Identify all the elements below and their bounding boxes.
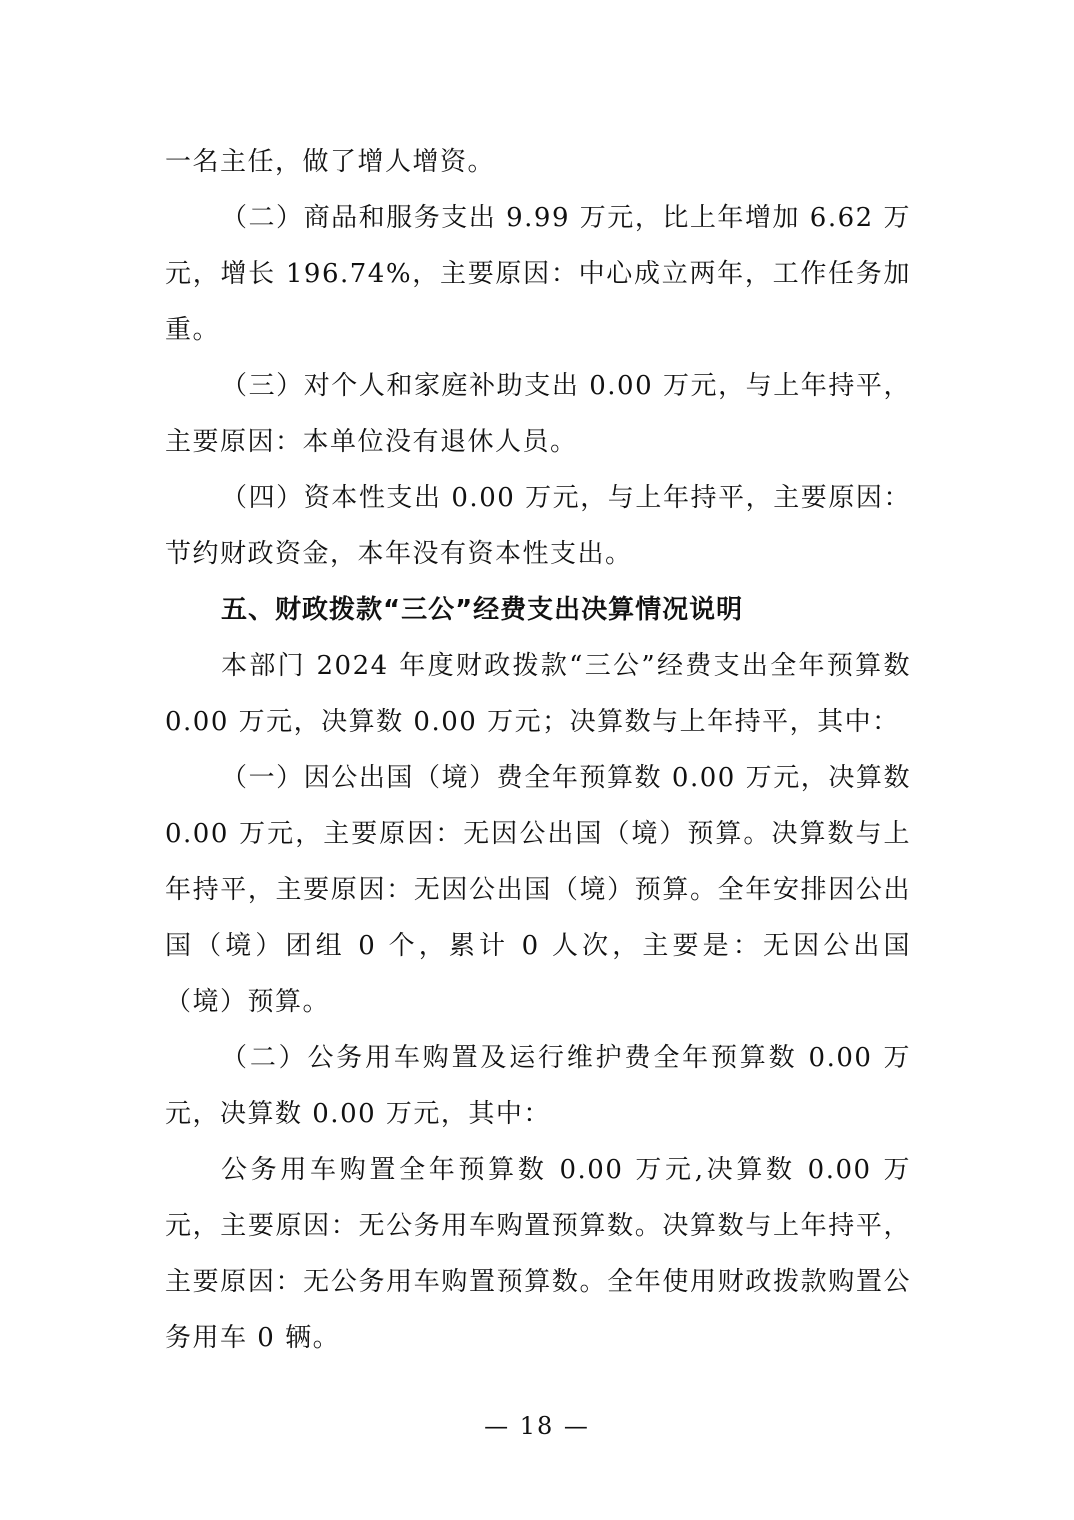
paragraph-three-public-summary: 本部门 2024 年度财政拨款“三公”经费支出全年预算数 0.00 万元，决算数 0.00 万元；决算数与上年持平，其中：: [165, 651, 911, 737]
paragraph-vehicle-purchase: 公务用车购置全年预算数 0.00 万元,决算数 0.00 万元，主要原因：无公务用车购置预算数。决算数与上年持平，主要原因：无公务用车购置预算数。全年使用财政拨款购置公务用车 0 辆。: [165, 1155, 911, 1353]
paragraph-personal-subsidy: （三）对个人和家庭补助支出 0.00 万元，与上年持平，主要原因：本单位没有退休人员。: [165, 371, 911, 457]
paragraph-overseas-travel: （一）因公出国（境）费全年预算数 0.00 万元，决算数 0.00 万元，主要原因：无因公出国（境）预算。决算数与上年持平，主要原因：无因公出国（境）预算。全年安排因公出国（境）团组 0 个，累计 0 人次，主要是：无因公出国（境）预算。: [165, 763, 911, 1017]
document-body: [165, 134, 911, 1366]
paragraph-capital-expenditure: （四）资本性支出 0.00 万元，与上年持平，主要原因：节约财政资金，本年没有资本性支出。: [165, 483, 911, 569]
page-number: — 18 —: [484, 1412, 590, 1440]
paragraph-goods-services: （二）商品和服务支出 9.99 万元，比上年增加 6.62 万元，增长 196.74%，主要原因：中心成立两年，工作任务加重。: [165, 203, 911, 345]
section-heading-three-public: 五、财政拨款“三公”经费支出决算情况说明: [221, 595, 744, 625]
paragraph-official-vehicles: （二）公务用车购置及运行维护费全年预算数 0.00 万元，决算数 0.00 万元，其中：: [165, 1043, 911, 1129]
paragraph-continuation: 一名主任，做了增人增资。: [165, 147, 496, 177]
